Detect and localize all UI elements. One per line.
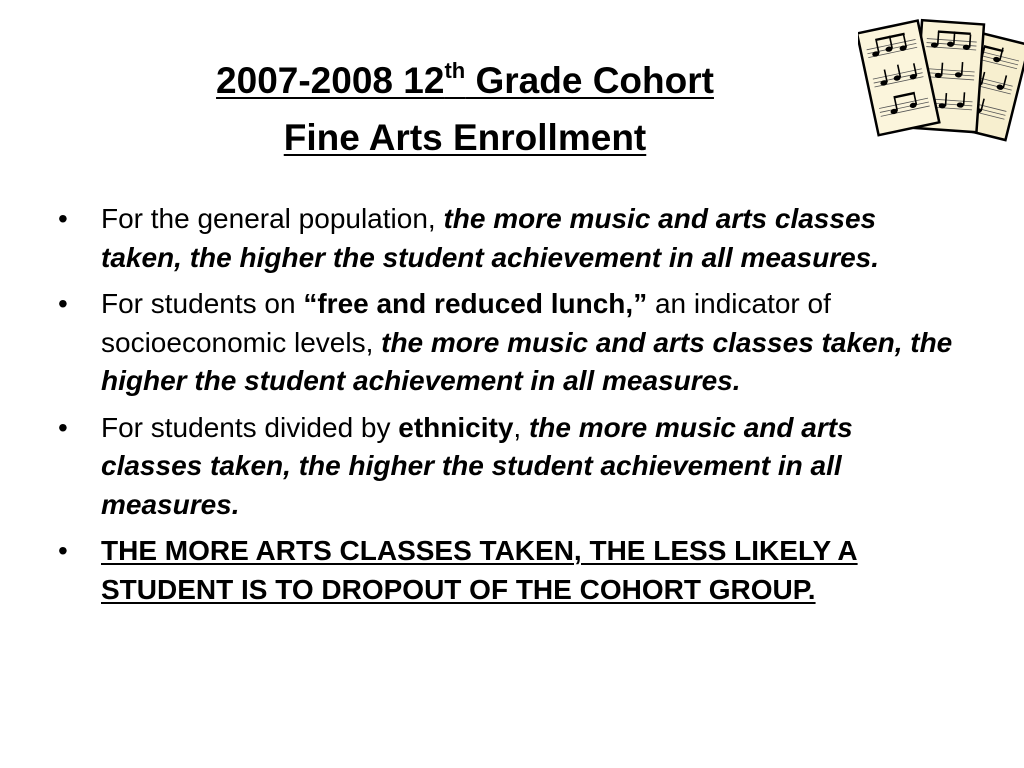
bullet-bold-term: ethnicity — [398, 411, 514, 443]
title-cohort: Grade Cohort — [465, 60, 714, 101]
bullet-text: an indicator of socioeconomic levels, — [101, 288, 831, 358]
bullet-general-population — [58, 200, 958, 277]
bullet-emphasis: the more music and arts classes taken, the higher the student achievement in all measures. — [101, 203, 880, 273]
bullet-marker: • — [58, 411, 68, 443]
bullet-marker: • — [58, 203, 68, 234]
bullet-marker: • — [58, 288, 68, 319]
bullet-list — [58, 200, 958, 617]
bullet-text: , — [513, 411, 529, 443]
bullet-emphasis: the more music and arts classes taken, the higher the student achievement in all measures. — [101, 326, 953, 396]
bullet-emphasis: the more music and arts classes taken, the higher the student achievement in all measures. — [101, 411, 853, 520]
title-year-grade: 2007-2008 12 — [216, 60, 445, 101]
bullet-free-reduced-lunch — [58, 285, 958, 401]
title-line-2 — [120, 109, 810, 166]
bullet-text: For students on — [101, 288, 304, 319]
bullet-ethnicity — [58, 409, 958, 525]
bullet-underlined-conclusion: THE MORE ARTS CLASSES TAKEN, THE LESS LIKELY A STUDENT IS TO DROPOUT OF THE COHORT GROUP. — [101, 535, 858, 605]
bullet-bold-term: “free and reduced lunch,” — [303, 288, 648, 319]
bullet-text: For the general population, — [101, 203, 444, 234]
title-superscript: th — [444, 58, 466, 83]
slide-title — [120, 52, 810, 166]
title-subtitle: Fine Arts Enrollment — [283, 117, 647, 158]
bullet-text: For students divided by — [101, 411, 399, 443]
bullet-dropout-conclusion — [58, 532, 958, 609]
title-line-1 — [120, 52, 810, 109]
bullet-marker: • — [58, 535, 68, 566]
sheet-music-icon — [858, 14, 1024, 148]
